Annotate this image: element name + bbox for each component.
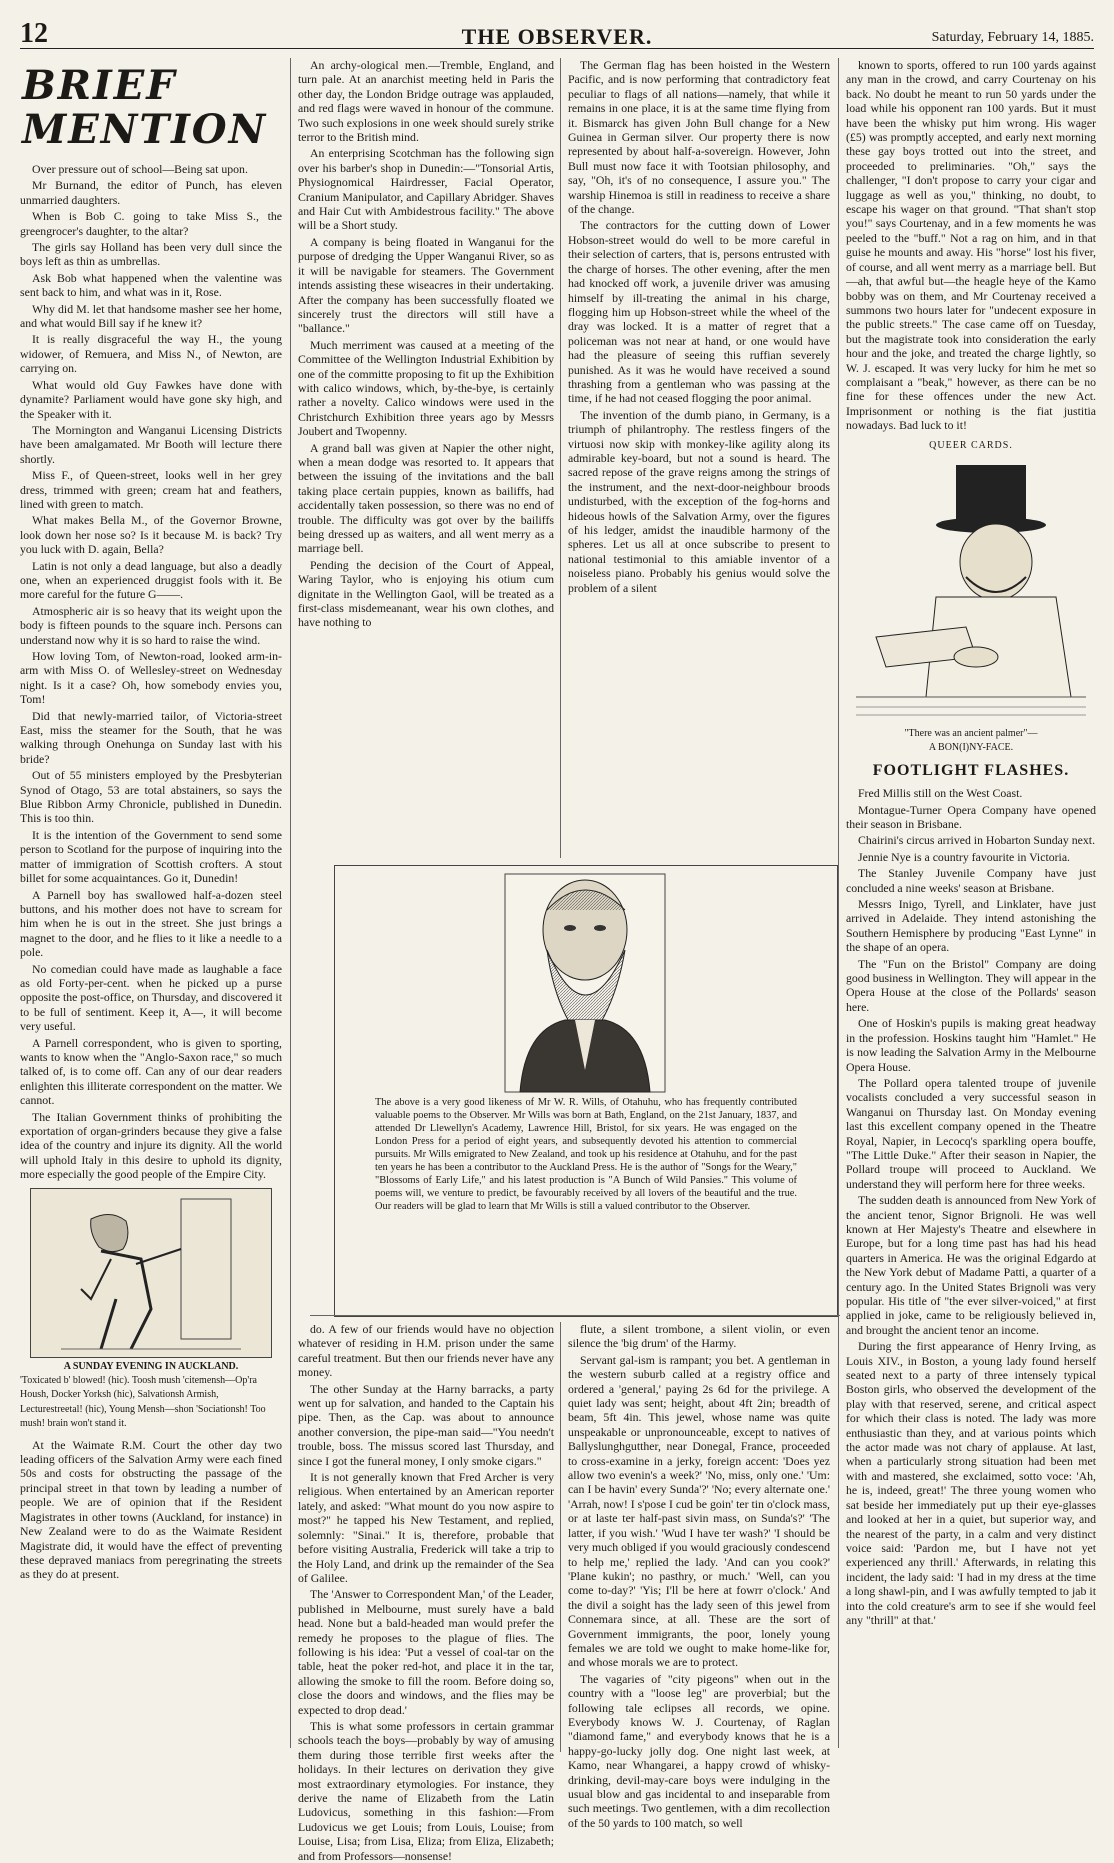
paragraph: The girls say Holland has been very dull since the boys left as thin as umbrellas.: [20, 240, 282, 269]
paragraph: How loving Tom, of Newton-road, looked arm-in-arm with Miss O. of Wellesley-street on Wednesday night. Is it a case? Oh, how somebody envies you, Tom!: [20, 649, 282, 707]
paragraph: Out of 55 ministers employed by the Presbyterian Synod of Otago, 53 are total abstainers, so says the Blue Ribbon Army Chronicle, published in Dunedin. This is too thin.: [20, 768, 282, 826]
paragraph: A grand ball was given at Napier the other night, when a mean dodge was resorted to. It appears that between the issuing of the invitations and the ball taking place certain puppies, known as bailiffs, had accidentally taken possession, so there was no end of trouble. The difficulty was got over by the bailiffs being dressed up as waiters, and all went merry as a marriage bell.: [298, 440, 554, 556]
paragraph: An enterprising Scotchman has the following sign over his barber's shop in Dunedin:—"Tonsorial Artis, Physiognomical Hairdresser, Facial Operator, Cranium Manipulator, and Capillary Abridger. Shaves and Hair Cut with Ambidestrous facility." The above will be a Short study.: [298, 146, 554, 233]
paragraph: Pending the decision of the Court of Appeal, Waring Taylor, who is enjoying his otium cum dignitate in the Wellington Gaol, will be treated as a first-class misdemeanant, wear his own clothes, and have nothing to: [298, 557, 554, 630]
paragraph: Messrs Inigo, Tyrell, and Linklater, have just arrived in Adelaide. They intend astonishing the Southern Hemisphere by producing "East Lynne" in the shape of an opera.: [846, 897, 1096, 955]
paragraph: The other Sunday at the Harny barracks, a party went up for salvation, and handed to the Captain his pipe. Then, as the Cap. was about to announce another conversion, the pipe-man said—"You needn't trouble, boss. The missus scored last Thursday, and since I got the funeral money, I only smoke cigars.": [298, 1381, 554, 1468]
paragraph: When is Bob C. going to take Miss S., the greengrocer's daughter, to the altar?: [20, 209, 282, 238]
paragraph: A Parnell boy has swallowed half-a-dozen steel buttons, and his mother does not have to scream for him when he is out in the street. She just brings a magnet to the door, and he flies to it like a needle to a pole.: [20, 887, 282, 960]
drunk-man-sketch: [31, 1189, 271, 1357]
portrait-bottom-rule: [310, 1315, 840, 1316]
paragraph: The 'Answer to Correspondent Man,' of the Leader, published in Melbourne, must surely have a bald head. None but a bald-headed man would prefer the remedy he proposes to the plague of flies. The following is his idea: 'Put a vessel of coal-tar on the table, heat the poker red-hot, and place it in the tar, allowing the smoke to fill the room. Before doing so, close the doors and windows, and the flies may be expected to drop dead.': [298, 1587, 554, 1717]
queer-cards-caption-2: A BON(I)NY-FACE.: [928, 742, 1014, 754]
column-rule: [560, 58, 561, 858]
paragraph: Over pressure out of school—Being sat upon.: [32, 162, 248, 176]
sunday-evening-caption-title: A SUNDAY EVENING IN AUCKLAND.: [63, 1360, 239, 1372]
portrait-engraving: [335, 870, 835, 1095]
paragraph: Ask Bob what happened when the valentine was sent back to him, and what was in it, Rose.: [20, 270, 282, 300]
paragraph: Fred Millis still on the West Coast.: [858, 786, 1023, 801]
footlight-paragraphs: [846, 786, 1096, 1627]
paragraph: The Stanley Juvenile Company have just concluded a nine weeks' season at Brisbane.: [846, 866, 1096, 895]
paragraph: Montague-Turner Opera Company have opened their season in Brisbane.: [846, 802, 1096, 831]
queer-cards-illustration: [856, 457, 1086, 727]
paragraph: flute, a silent trombone, a silent violin, or even silence the 'big drum' of the Harmy.: [568, 1322, 830, 1351]
paragraph: known to sports, offered to run 100 yards against any man in the crowd, and carry Courtenay on his back. No doubt he meant to run 50 yards under the load while his opponent ran 100 yards. But it must have been the whisky put him wrong. His wager (£5) was promptly accepted, and early next morning these gay boys trotted out into the street, and proceeded to preliminaries. "Oh," says the challenger, "I don't propose to carry your cigar and luggage as well as you," thinking, no doubt, to escape his wager on that ground. "That shan't stop you!" says Courtenay, and in a few moments he was peeled to the "buff." Not a rag on him, and in that guise he mounts and away. His "horse" lost his fiver, of course, and all went merry as a marriage bell. But—ah, that awful but—the heagle heye of the Kamo bobby was on them, and Mr Courtenay received a summons two hours later for "undecent exposure in the public streets." The case came off on Tuesday, but the magistrate took into consideration the early hour and the joke, and treated the charge lightly, so W. J. escaped. It was very lucky for him he met so complaisant a "beak," however, as there can be no fine for these offences under the new Act. Imprisonment or nothing is the fiat justitia nowadays. Bad luck to it!: [846, 58, 1096, 433]
brief-mention-after: [20, 1438, 282, 1582]
paragraph: Atmospheric air is so heavy that its weight upon the body is fifteen pounds to the square inch. Persons can understand now why it is so hard to raise the wind.: [20, 603, 282, 647]
sunday-evening-illustration: [30, 1188, 272, 1358]
queer-cards-caption: "There was an ancient palmer"—: [904, 727, 1038, 739]
paragraph: An archy-ological men.—Tremble, England, and turn pale. At an anarchist meeting held in Paris the other day, the London Bridge outrage was applauded, and red flags were waved in honour of the commune. Two such explosions in one week should surely strike terror to the British mind.: [298, 58, 554, 145]
paragraph: What would old Guy Fawkes have done with dynamite? Parliament would have gone sky high, and the Speaker with it.: [20, 377, 282, 421]
paragraph: Latin is not only a dead language, but also a deadly one, when an experienced druggist fools with it. Be more careful for the future G——.: [20, 558, 282, 602]
column-3-bottom-paragraphs: [568, 1322, 830, 1830]
column-2-bottom-paragraphs: [298, 1322, 554, 1863]
paragraph: Mr Burnand, the editor of Punch, has eleven unmarried daughters.: [20, 178, 282, 207]
column-rule: [560, 1322, 561, 1752]
paragraph: At the Waimate R.M. Court the other day two leading officers of the Salvation Army were each fined 50s and costs for obstructing the passage of the principal street in that town by leading a number of people. We are of opinion that if the Resident Magistrates in other towns (Auckland, for instance) in New Zealand were to do as the Waimate Resident Magistrate did, it would have the effect of preventing these depraved maniacs from peregrinating the streets as they do at present.: [20, 1437, 282, 1582]
paragraph: The vagaries of "city pigeons" when out in the country with a "loose leg" are proverbial; but the following tale eclipses all records, we opine. Everybody knows W. J. Courtenay, of Raglan "diamond fame," and everybody knows that he is a happy-go-lucky jolly dog. One night last week, at Kamo, near Whangarei, a happy crowd of whisky-drinking, devil-may-care boys were indulging in the usual blow and gas incidental to and inseparable from such meetings. Two gentlemen, with a dim recollection of the 50 yards to 100 match, so well: [568, 1671, 830, 1830]
paragraph: The contractors for the cutting down of Lower Hobson-street would do well to be more careful in their selection of carters, that is, persons entrusted with the charge of horses. The other evening, after the men had knocked off work, a juvenile driver was amusing himself by ill-treating the animal in his charge, flogging him up Hobson-street while the wheel of the dray was locked. It is a matter of regret that a policeman was not near at hand, or one would have had the pleasure of seeing this ruffian severely punished. As it was he would have received a sound thrashing from a gentleman who was passing at the time, if he had not ceased flogging the poor animal.: [568, 218, 830, 406]
paragraph: The Pollard opera talented troupe of juvenile vocalists concluded a very successful season in Wanganui on Thursday last. On Monday evening last this excellent company opened in the Theatre Royal, Napier, in Lecocq's sparkling opera bouffe, "The Little Duke." After their season in Napier, the Pollard troupe will proceed to Auckland. We understand they will perform here for three weeks.: [846, 1075, 1096, 1191]
paragraph: Why did M. let that handsome masher see her home, and what would Bill say if he knew it?: [20, 301, 282, 331]
section-title-footlight: FOOTLIGHT FLASHES.: [872, 761, 1070, 779]
paragraph: A Parnell correspondent, who is given to sporting, wants to know when the "Anglo-Saxon race," so much talked of, is to come off. Can any of our dear readers enlighten this illiterate correspondent on the matter. We cannot.: [20, 1035, 282, 1108]
paragraph: What makes Bella M., of the Governor Browne, look down her nose so? Is it because M. is back? Try you luck with D. again, Bella?: [20, 513, 282, 557]
column-2-paragraphs: [298, 58, 554, 630]
paragraph: During the first appearance of Henry Irving, as Louis XIV., in Boston, a young lady found herself seated next to a party of three intensely typical Boston girls, who observed the development of the play with that reserved, serene, and critical aspect for which their class is noted. The lady was more enthusiastic than they, and at various points which the actor made was not chary of applause. At last, when a particularly strong situation had been met with and mastered, she exclaimed, sotto voce: 'Ah, he is, indeed, great!' The three young women who sat beside her immediately put up their eye-glasses and looked at her in a quiet, but superior way, and the nearest of the party, in a calm and very distinct voice said: 'Pardon me, but I have not yet experienced any thrill.' Afterwards, in relating this incident, the lady said: 'I had in my dress at the time a long shawl-pin, and I was awfully tempted to jab it into the cold creature's arm to see if she would feel any "thrill" at that.': [846, 1339, 1096, 1627]
masthead: [20, 18, 1094, 49]
paragraph: The Italian Government thinks of prohibiting the exportation of organ-grinders because they give a false idea of the country and injure its dignity. All the world will uphold Italy in this desire to uphold its dignity, more especially the good people of the Empire City.: [20, 1109, 282, 1182]
paragraph: Chairini's circus arrived in Hobarton Sunday next.: [858, 833, 1096, 848]
paragraph: Much merriment was caused at a meeting of the Committee of the Wellington Industrial Exhibition by one of the committe proposing to fit up the Exhibition with calico windows, which, by-the-bye, is certainly rather a novelty. Calico windows were used in the Christchurch Exhibition three years ago by Messrs Joubert and Twopenny.: [298, 337, 554, 439]
paragraph: Servant gal-ism is rampant; you bet. A gentleman in the western suburb called at a registry office and ordered a 'general,' paying 2s 6d for the privilege. A quiet lady was sent; height, about 4ft 2in; breadth of beam, 5ft 4in. This jewel, whose name was quite unspeakable or unpronounceable, except to natives of Ballyslunghgutther, near Donegal, France, proceeded to cross-examine in a jerky, foreign accent: 'Does yez allow two evenin's a week?' 'No, miss, only one.' 'Um: can I be havin' every Sunda'?' 'No; every alternate one.' 'Arrah, now! I s'pose I cud be goin' ter tin o'clock mass, or at laste ter half-past sivin mass, on Sunda's?' 'The latter, if you wish.' 'Wud I have ter wash?' 'I should be very much obliged if you would graciously condescend to help me,' replied the lady. 'And can you cook?' 'Plane kukin'; no pasthry, or much.' 'Well, can you come to-day?' 'Yis; I'll be here at fowrr o'clock.' And the divil a soight has the lady seen of this jewel from Connemara since, at all. These are the sort of Government immigrants, the poor, lonely young females we are told we ought to make home-like for, and whose morals we are to protect.: [568, 1352, 830, 1670]
paragraph: Did that newly-married tailor, of Victoria-street East, miss the steamer for the South, that he was walking through Onehunga on Sunday last with his bride?: [20, 708, 282, 766]
column-brief-mention: [20, 58, 282, 1748]
sunday-evening-caption-text: 'Toxicated b' blowed! (hic). Toosh mush 'citemensh—Op'ra Housh, Docker Yorksh (hic), Salvationsh Armish, Lecturestreetal! (hic), Young Mensh—shon 'Sociationsh! Too mush! brain won't stand it.: [20, 1375, 266, 1430]
paragraph: do. A few of our friends would have no objection whatever of residing in H.M. prison under the same careful treatment. But then our friends never have any money.: [298, 1322, 554, 1380]
paragraph: This is what some professors in certain grammar schools teach the boys—probably by way of amusing them during those terrible first weeks after the holidays. In their lectures on derivation they give most extraordinary etymologies. For instance, they derive the name of Elizabeth from the Latin Ludovicus, something in this fashion:—From Ludovicus we get Louis; from Louis, Louise; from Louise, Lisa; from Lisa, Eliza; from Eliza, Elizabeth; and from Professors—nonsense!: [298, 1718, 554, 1863]
paragraph: A company is being floated in Wanganui for the purpose of dredging the Upper Wanganui River, so as it will be navigable for steamers. The Government intends assisting these wiseacres in their undertaking. After the company has been successfully floated we sincerely trust the directors will still have a "ballance.": [298, 234, 554, 336]
column-rule: [838, 58, 839, 1748]
column-4: [846, 58, 1096, 1752]
paragraph: Jennie Nye is a country favourite in Victoria.: [858, 849, 1071, 864]
paragraph: The Mornington and Wanganui Licensing Districts have been amalgamated. Mr Booth will lecture there shortly.: [20, 422, 282, 466]
paragraph: One of Hoskin's pupils is making great headway in the profession. Hoskins taught him "Hamlet." He is now leading the Salvation Army in the Melbourne Opera House.: [846, 1016, 1096, 1074]
paragraph: The German flag has been hoisted in the Western Pacific, and is now performing that contradictory feat peculiar to flags of all nations—namely, that while it remains in one place, it is at the same time flying from it. Bismarck has given John Bull change for a New Guinea in German silver. Our property there is now represented by about half-a-sovereign. However, John Bull must now face it with Tootsian philosophy, and say, "Oh, it's of no consequence, I assure you." The warship Hinemoa is still in readiness to receive a share of the change.: [568, 58, 830, 217]
column-2-bottom: [298, 1322, 554, 1863]
column-3-top: [568, 58, 830, 858]
paragraph: It is really disgraceful the way H., the young widower, of Remuera, and Miss N., of Newton, are carrying on.: [20, 332, 282, 376]
paragraph: It is not generally known that Fred Archer is very religious. When entertained by an American reporter lately, and asked: "What mount do you now aspire to most?" he tapped his New Testament, and replied, solemnly: "Sinai." It is, therefore, probable that before visiting Australia, Frederick will take a trip to the Holy Land, and drink up the remainder of the Sea of Galilee.: [298, 1470, 554, 1585]
paragraph: The sudden death is announced from New York of the ancient tenor, Signor Brignoli. He was well known at Her Majesty's Theatre and elsewhere in Europe, but for a long time past has had his head quarters in America. He was the original Edgardo at the New York debut of Madame Patti, a quarter of a century ago. In the United States Brignoli was very popular. His title of "the ever silver-voiced," at first applied in joke, came to be religiously believed in, and brought the ancient tenor an income.: [846, 1193, 1096, 1337]
brief-mention-paragraphs: [20, 162, 282, 1182]
column-4-paragraphs: [846, 58, 1096, 433]
paper-title: THE OBSERVER.: [461, 24, 653, 49]
portrait-wills: [334, 865, 838, 1317]
paragraph: No comedian could have made as laughable a face as old Forty-per-cent. when he picked up a purse opposite the post-office, on Thursday, and discovered it to be full of sentiment. Keep it, A—, it will become very useful.: [20, 961, 282, 1034]
paragraph: Miss F., of Queen-street, looks well in her grey dress, trimmed with green; cream hat and feathers, lined with green to match.: [20, 468, 282, 511]
palmer-cartoon: [856, 457, 1086, 727]
column-3-bottom: [568, 1322, 830, 1830]
column-2-top: [298, 58, 554, 858]
queer-cards-title: QUEER CARDS.: [929, 439, 1013, 451]
section-title-brief-mention: BRIEF MENTION: [22, 62, 268, 153]
column-3-paragraphs: [568, 58, 830, 595]
page-number: 12: [20, 18, 48, 49]
paragraph: The "Fun on the Bristol" Company are doing good business in Wellington. They will appear in the Opera House at the close of the Pollards' season here.: [846, 956, 1096, 1014]
issue-date: Saturday, February 14, 1885.: [931, 30, 1094, 45]
portrait-caption: The above is a very good likeness of Mr W. R. Wills, of Otahuhu, who has frequently contributed valuable poems to the Observer. Mr Wills was born at Bath, England, on the 21st January, 1837, and attended Dr Llewellyn's Academy, Lawrence Hill, Bristol, for six years. He was engaged on the London Press for a period of eight years, and subsequently devoted his attention to commercial pursuits. Mr Wills emigrated to New Zealand, and took up his residence at Otahuhu, and for the past ten years he has been a contributor to the Auckland Press. He is the author of "Songs for the Weary," "Blossoms of Early Life," and his latest production is "A Bunch of Wild Pansies." This volume of poems will, we venture to predict, be favourably received by all lovers of the beautiful and the true. Our readers will be glad to learn that Mr Wills is still a valued contributor to the Observer.: [375, 1097, 797, 1212]
column-rule: [290, 58, 291, 1748]
paragraph: The invention of the dumb piano, in Germany, is a triumph of philantrophy. The restless fingers of the virtuosi now skip with monkey-like agility along its admirable key-board, but not a sound is heard. The sacred repose of the grave reigns among the strings of the instrument, and the next-door-neighbour broods undisturbed, with the exception of the fog-horns and hideous howls of the Salvation Army, over the figures of his ledger, amidst the inaudible harmony of the spheres. Let us all at once subscribe to present to national testimonial to this amiable inventor of a noiseless piano. Probably his genius would solve the problem of a silent: [568, 407, 830, 595]
paragraph: It is the intention of the Government to send some person to Scotland for the purpose of inquiring into the matter of immigration of Scottish crofters. A stout billet for some acquaintances. Go it, Dunedin!: [20, 827, 282, 886]
